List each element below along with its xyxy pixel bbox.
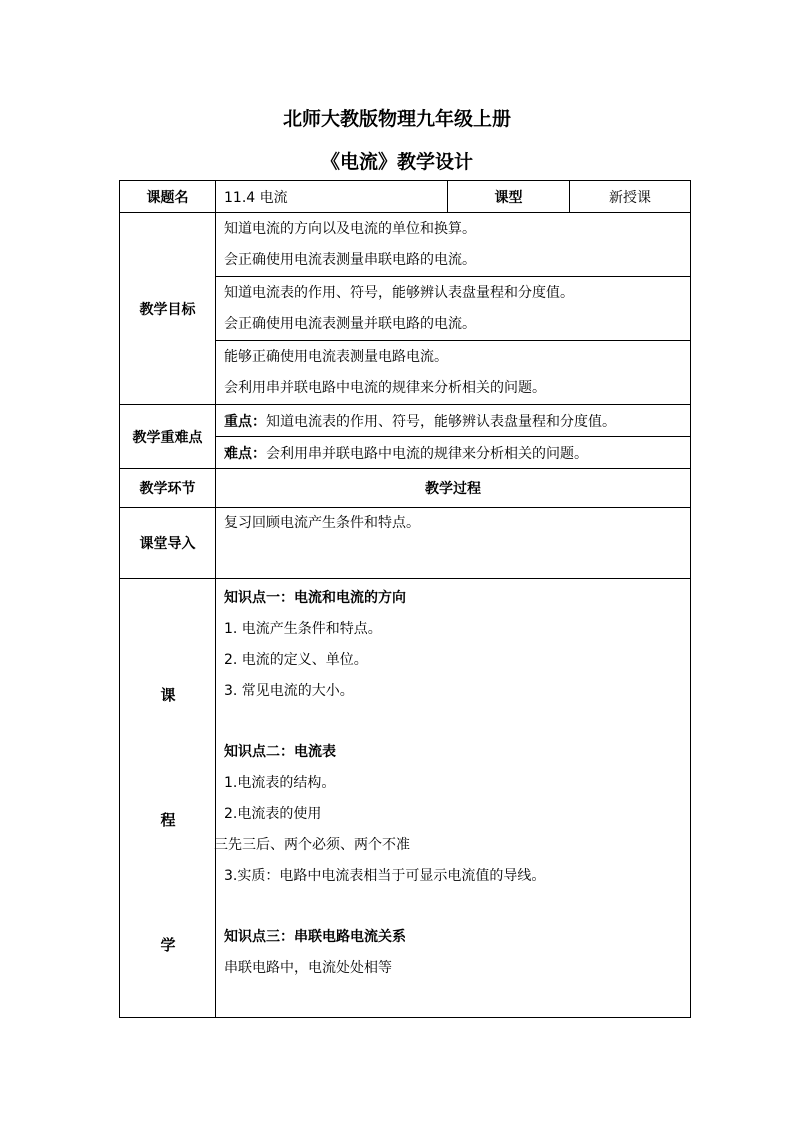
- process-header: 教学过程: [216, 469, 691, 508]
- document-subtitle: 《电流》教学设计: [320, 151, 473, 173]
- goal-line: 会利用串并联电路中电流的规律来分析相关的问题。: [224, 379, 546, 396]
- kp1-item: 3. 常见电流的大小。: [224, 683, 354, 699]
- topic-value: 11.4 电流: [216, 181, 448, 213]
- goals-group-3: [216, 341, 691, 405]
- kp1-title: 知识点一：电流和电流的方向: [224, 590, 406, 606]
- goals-group-2: [216, 277, 691, 341]
- key-point-cell: [216, 405, 691, 437]
- topic-label: 课题名: [120, 181, 216, 213]
- difficulty-text: 会利用串并联电路中电流的规律来分析相关的问题。: [266, 445, 588, 462]
- goals-label: 教学目标: [120, 213, 216, 405]
- key-point-row: [120, 405, 691, 437]
- goals-row-1: [120, 213, 691, 277]
- difficulty-label: 难点：: [224, 445, 266, 462]
- document-title: 北师大教版物理九年级上册: [282, 108, 511, 130]
- goal-line: 会正确使用电流表测量并联电路的电流。: [224, 315, 476, 332]
- kp2-item-1: 1.电流表的结构。: [224, 775, 336, 791]
- type-value: 新授课: [570, 181, 691, 213]
- intro-row: [120, 508, 691, 579]
- kp1-item: 2. 电流的定义、单位。: [224, 652, 368, 668]
- course-char-2: 程: [160, 811, 176, 829]
- stage-header: 教学环节: [120, 469, 216, 508]
- topic-row: [120, 181, 691, 213]
- lesson-plan-table: [119, 180, 691, 1018]
- kp1-item: 1. 电流产生条件和特点。: [224, 621, 382, 637]
- goal-line: 知道电流的方向以及电流的单位和换算。: [224, 220, 476, 237]
- course-content-cell: [216, 579, 691, 1018]
- kp2-item-2: 2.电流表的使用: [224, 806, 322, 822]
- kp3-text: 串联电路中，电流处处相等: [224, 960, 392, 976]
- goal-line: 能够正确使用电流表测量电路电流。: [224, 348, 448, 365]
- intro-text: 复习回顾电流产生条件和特点。: [224, 515, 420, 531]
- kp2-title: 知识点二：电流表: [224, 744, 336, 760]
- intro-cell: [216, 508, 691, 579]
- difficulty-cell: [216, 437, 691, 469]
- course-row: [120, 579, 691, 1018]
- key-point-text: 知道电流表的作用、符号，能够辨认表盘量程和分度值。: [266, 413, 616, 430]
- goals-group-1: [216, 213, 691, 277]
- intro-label: 课堂导入: [120, 508, 216, 579]
- key-difficulty-label: 教学重难点: [120, 405, 216, 469]
- type-label: 课型: [448, 181, 570, 213]
- course-char-3: 学: [160, 936, 176, 954]
- goal-line: 知道电流表的作用、符号，能够辨认表盘量程和分度值。: [224, 284, 574, 301]
- goal-line: 会正确使用电流表测量串联电路的电流。: [224, 251, 476, 268]
- section-header-row: [120, 469, 691, 508]
- kp2-item-3: 3.实质：电路中电流表相当于可显示电流值的导线。: [224, 868, 546, 884]
- key-point-label: 重点：: [224, 413, 266, 430]
- course-label-cell: [120, 579, 216, 1018]
- kp3-title: 知识点三：串联电路电流关系: [224, 929, 406, 945]
- course-char-1: 课: [160, 686, 176, 704]
- kp2-item-2-note: 三先三后、两个必须、两个不准: [214, 837, 410, 853]
